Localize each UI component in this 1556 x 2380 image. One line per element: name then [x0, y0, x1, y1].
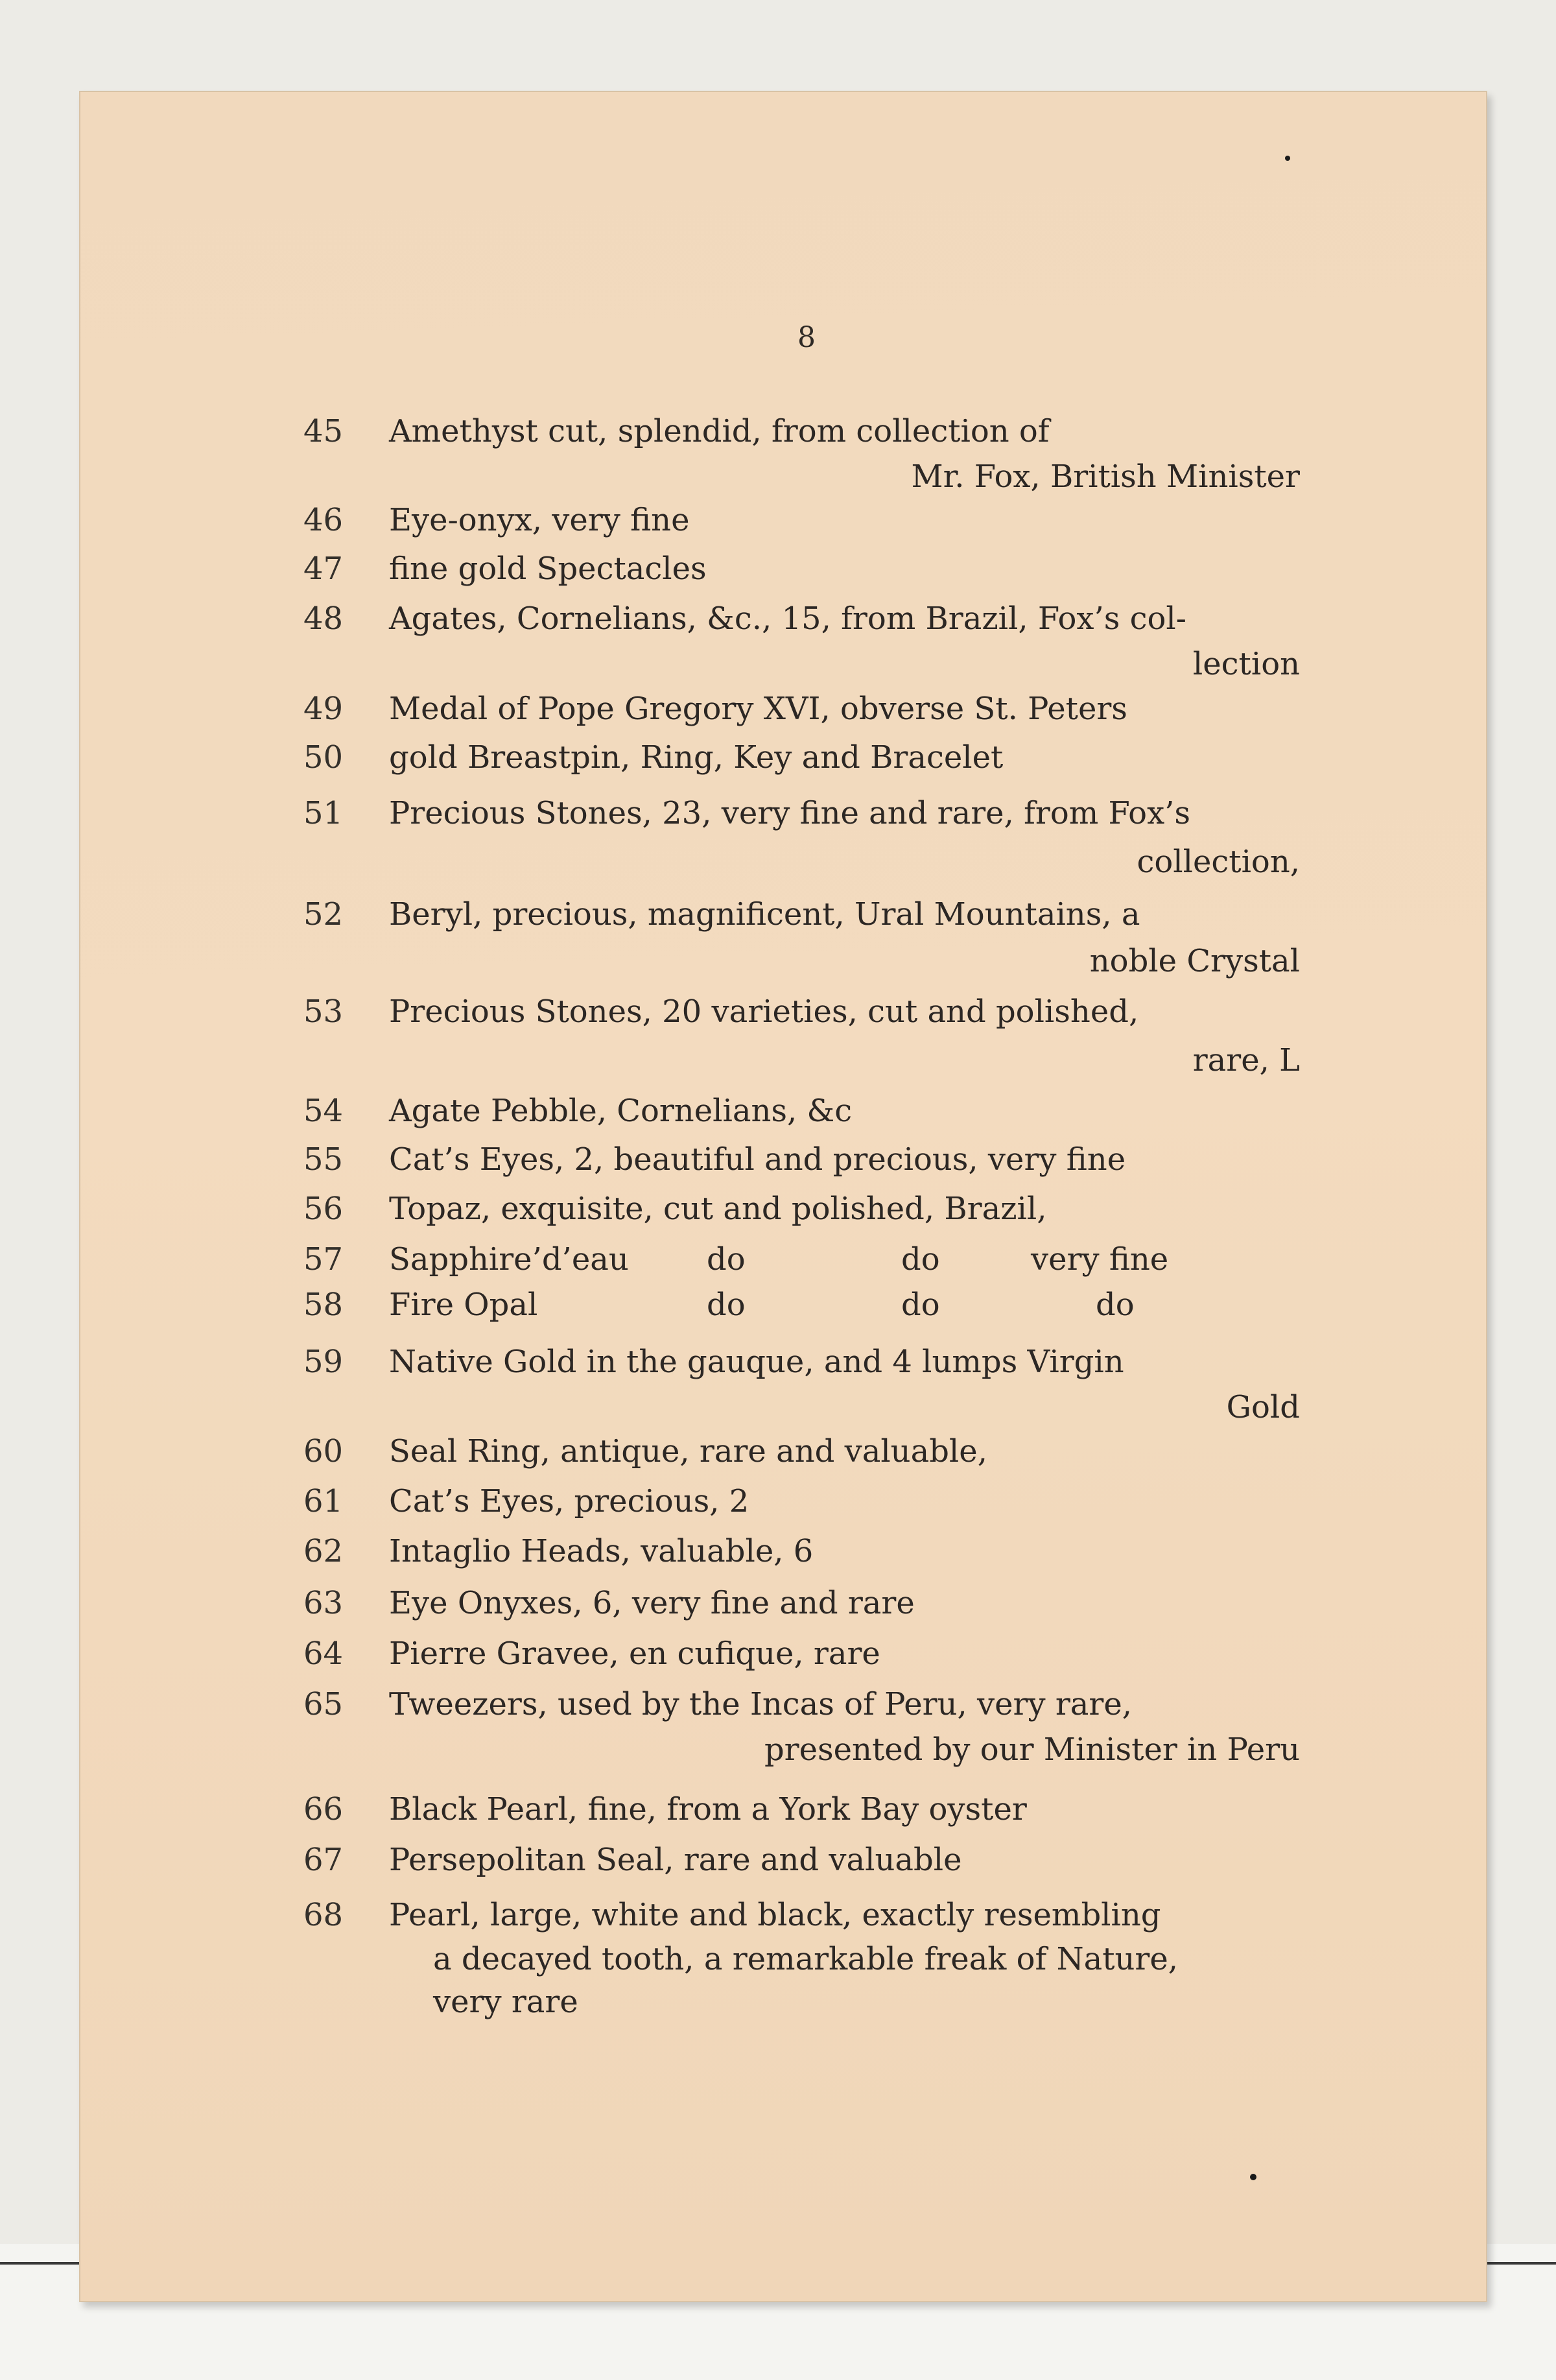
- entry-number: 64: [303, 1636, 344, 1672]
- entry-continuation: rare, L: [1192, 1042, 1300, 1078]
- ditto-mark: do: [901, 1287, 940, 1323]
- entry-number: 45: [303, 413, 344, 449]
- entry-text: Cat’s Eyes, precious, 2: [389, 1483, 749, 1519]
- ditto-mark: do: [707, 1241, 746, 1278]
- entry-continuation: noble Crystal: [1089, 943, 1300, 979]
- entry-number: 67: [303, 1842, 344, 1878]
- entry-number: 55: [303, 1141, 344, 1178]
- entry-number: 46: [303, 502, 344, 538]
- entry-text: gold Breastpin, Ring, Key and Bracelet: [389, 739, 1004, 776]
- page-number: 8: [797, 321, 816, 354]
- entry-text: fine gold Spectacles: [389, 551, 707, 587]
- entry-continuation: collection,: [1137, 844, 1300, 880]
- ditto-mark: do: [901, 1241, 940, 1278]
- entry-number: 57: [303, 1241, 344, 1278]
- entry-continuation: a decayed tooth, a remarkable freak of Nature,: [433, 1941, 1178, 1977]
- entry-number: 60: [303, 1433, 344, 1470]
- entry-continuation: very rare: [433, 1984, 578, 2020]
- entry-text: Native Gold in the gauque, and 4 lumps Virgin: [389, 1344, 1124, 1380]
- entry-text: Beryl, precious, magnificent, Ural Mountains, a: [389, 896, 1140, 933]
- entry-text: Persepolitan Seal, rare and valuable: [389, 1842, 962, 1878]
- entry-text: Precious Stones, 23, very fine and rare, from Fox’s: [389, 795, 1191, 831]
- entry-text: Fire Opal: [389, 1287, 538, 1323]
- entry-text: Pearl, large, white and black, exactly resembling: [389, 1897, 1161, 1933]
- ditto-mark: do: [707, 1287, 746, 1323]
- entry-number: 62: [303, 1533, 344, 1569]
- entry-text: Topaz, exquisite, cut and polished, Brazil,: [389, 1191, 1047, 1227]
- ink-spot: [1250, 2174, 1256, 2180]
- entry-continuation: lection: [1192, 646, 1300, 682]
- entry-text: Eye Onyxes, 6, very fine and rare: [389, 1585, 915, 1621]
- entry-text: Tweezers, used by the Incas of Peru, very rare,: [389, 1686, 1133, 1722]
- entry-number: 61: [303, 1483, 344, 1519]
- ink-spot: [1285, 156, 1290, 161]
- entry-text: Intaglio Heads, valuable, 6: [389, 1533, 814, 1569]
- entry-note: very fine: [1031, 1241, 1169, 1278]
- entry-text: Pierre Gravee, en cufique, rare: [389, 1636, 880, 1672]
- entry-continuation: Mr. Fox, British Minister: [911, 458, 1300, 495]
- entry-text: Medal of Pope Gregory XVI, obverse St. Peters: [389, 691, 1127, 727]
- entry-text: Amethyst cut, splendid, from collection of: [389, 413, 1050, 449]
- entry-number: 65: [303, 1686, 344, 1722]
- entry-text: Black Pearl, fine, from a York Bay oyster: [389, 1791, 1027, 1827]
- entry-number: 59: [303, 1344, 344, 1380]
- entry-number: 58: [303, 1287, 344, 1323]
- entry-continuation: presented by our Minister in Peru: [764, 1731, 1300, 1768]
- entry-number: 56: [303, 1191, 344, 1227]
- entry-text: Cat’s Eyes, 2, beautiful and precious, very fine: [389, 1141, 1126, 1178]
- entry-text: Seal Ring, antique, rare and valuable,: [389, 1433, 987, 1470]
- entry-number: 52: [303, 896, 344, 933]
- entry-number: 48: [303, 601, 344, 637]
- entry-number: 68: [303, 1897, 344, 1933]
- entry-text: Eye-onyx, very fine: [389, 502, 690, 538]
- entry-number: 53: [303, 994, 344, 1030]
- entry-number: 47: [303, 551, 344, 587]
- entry-text: Precious Stones, 20 varieties, cut and polished,: [389, 994, 1139, 1030]
- entry-number: 54: [303, 1093, 344, 1129]
- entry-continuation: Gold: [1226, 1389, 1300, 1425]
- entry-text: Sapphire’d’eau: [389, 1241, 629, 1278]
- entry-number: 51: [303, 795, 344, 831]
- entry-number: 49: [303, 691, 344, 727]
- entry-number: 66: [303, 1791, 344, 1827]
- entry-number: 50: [303, 739, 344, 776]
- entry-number: 63: [303, 1585, 344, 1621]
- ditto-mark: do: [1096, 1287, 1135, 1323]
- entry-text: Agates, Cornelians, &c., 15, from Brazil, Fox’s col-: [389, 601, 1186, 637]
- entry-text: Agate Pebble, Cornelians, &c: [389, 1093, 853, 1129]
